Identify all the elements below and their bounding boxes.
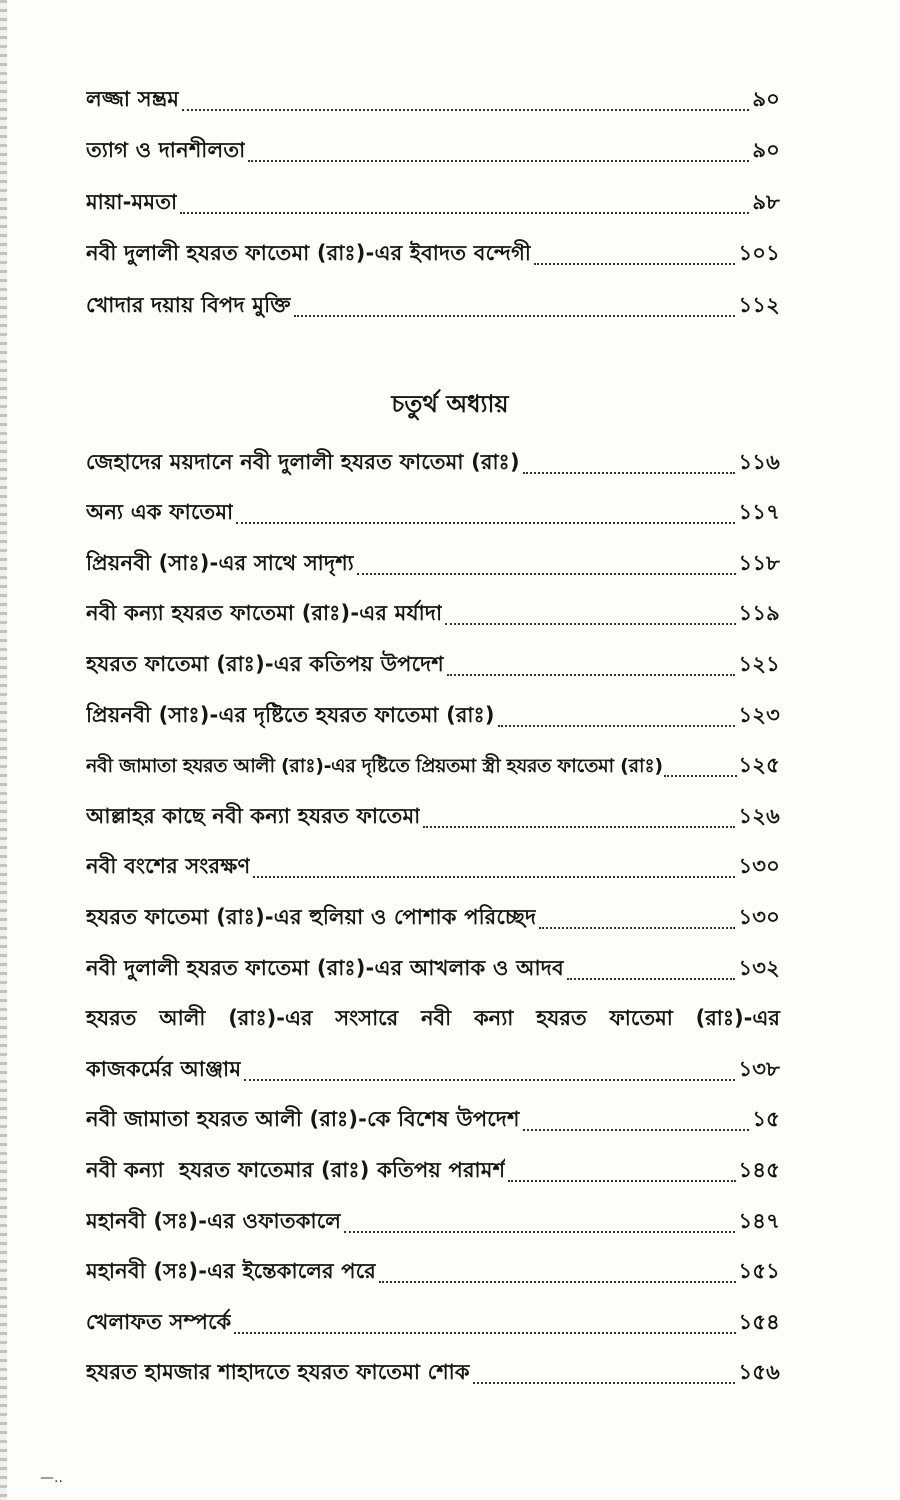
leader-dots bbox=[379, 1280, 736, 1283]
toc-entry-page: ৯০ bbox=[752, 138, 780, 162]
toc-entry-page: ১৪৫ bbox=[738, 1157, 780, 1182]
toc-section-one bbox=[86, 76, 780, 334]
toc-entry-title: মহানবী (সঃ)-এর ওফাতকালে bbox=[86, 1208, 342, 1233]
toc-entry-title: হযরত হামজার শাহাদতে হযরত ফাতেমা শোক bbox=[86, 1360, 470, 1385]
toc-entry-page: ১৫৬ bbox=[738, 1360, 780, 1385]
toc-entry[interactable] bbox=[86, 231, 780, 283]
leader-dots bbox=[236, 521, 735, 524]
toc-entry-title: হযরত ফাতেমা (রাঃ)-এর হুলিয়া ও পোশাক পরিচ্ছেদ bbox=[86, 904, 537, 929]
leader-dots bbox=[357, 572, 736, 575]
leader-dots bbox=[445, 622, 735, 625]
toc-entry[interactable] bbox=[86, 76, 780, 128]
toc-entry-title: নবী জামাতা হযরত আলী (রাঃ)-কে বিশেষ উপদেশ bbox=[86, 1107, 520, 1132]
toc-entry-page: ১১৬ bbox=[738, 449, 780, 474]
toc-entry-page: ১৩০ bbox=[738, 854, 780, 879]
leader-dots bbox=[294, 314, 736, 317]
toc-entry-page: ১৫ bbox=[752, 1107, 780, 1132]
toc-entry[interactable] bbox=[86, 491, 780, 542]
toc-entry-title: অন্য এক ফাতেমা bbox=[86, 500, 234, 525]
toc-entry-title: মহানবী (সঃ)-এর ইন্তেকালের পরে bbox=[86, 1259, 376, 1284]
toc-entry[interactable] bbox=[86, 179, 780, 231]
toc-word: (রাঃ)-এর bbox=[228, 1006, 313, 1031]
toc-entry-title: প্রিয়নবী (সাঃ)-এর দৃষ্টিতে হযরত ফাতেমা (রাঃ) bbox=[86, 702, 495, 727]
toc-entry[interactable] bbox=[86, 1148, 780, 1199]
toc-entry-title: নবী দুলালী হযরত ফাতেমা (রাঃ)-এর ইবাদত বন্দেগী bbox=[86, 241, 532, 265]
toc-entry-page: ৯৮ bbox=[752, 189, 780, 214]
binding-edge bbox=[0, 0, 7, 1500]
toc-entry-page: ১২৬ bbox=[738, 803, 780, 828]
toc-entry-page: ১৩২ bbox=[738, 955, 780, 980]
chapter-heading: চতুর্থ অধ্যায় bbox=[391, 389, 509, 418]
toc-entry[interactable] bbox=[86, 895, 780, 946]
toc-word: ফাতেমা bbox=[609, 1006, 673, 1031]
toc-entry[interactable] bbox=[86, 592, 780, 643]
toc-entry-page: ১২৫ bbox=[738, 753, 780, 778]
toc-entry-title: প্রিয়নবী (সাঃ)-এর সাথে সাদৃশ্য bbox=[86, 550, 354, 575]
toc-entry-title: নবী কন্যা হযরত ফাতেমার (রাঃ) কতিপয় পরামর্শ bbox=[86, 1157, 506, 1182]
toc-word: কন্যা bbox=[473, 1006, 514, 1031]
toc-word: (রাঃ)-এর bbox=[695, 1006, 780, 1031]
toc-entry[interactable] bbox=[86, 1250, 780, 1301]
toc-entry-title: মায়া-মমতা bbox=[86, 189, 178, 214]
toc-word: হযরত bbox=[536, 1006, 587, 1031]
toc-entry-title: কাজকর্মের আঞ্জাম bbox=[86, 1056, 242, 1081]
toc-wrapped-line-one bbox=[86, 997, 780, 1048]
leader-dots bbox=[498, 724, 736, 727]
toc-entry[interactable] bbox=[86, 642, 780, 693]
toc-entry-page: ১৫১ bbox=[738, 1259, 780, 1284]
leader-dots bbox=[523, 471, 736, 474]
toc-entry[interactable] bbox=[86, 1098, 780, 1149]
leader-dots bbox=[539, 926, 735, 929]
toc-entry-page: ১২৩ bbox=[738, 702, 780, 727]
toc-entry-page: ১১৮ bbox=[738, 550, 780, 575]
toc-entry[interactable] bbox=[86, 1300, 780, 1351]
leader-dots bbox=[248, 159, 749, 162]
toc-entry-page: ১৩০ bbox=[738, 904, 780, 929]
toc-entry-title: নবী দুলালী হযরত ফাতেমা (রাঃ)-এর আখলাক ও আদব bbox=[86, 955, 564, 980]
leader-dots bbox=[344, 1230, 735, 1233]
leader-dots bbox=[234, 1331, 735, 1334]
toc-entry-wrapped[interactable] bbox=[86, 997, 780, 1098]
toc-entry[interactable] bbox=[86, 744, 780, 795]
leader-dots bbox=[253, 875, 735, 878]
toc-entry-page: ১১৭ bbox=[738, 500, 780, 525]
toc-entry[interactable] bbox=[86, 128, 780, 180]
leader-dots bbox=[423, 825, 735, 828]
toc-entry-title: লজ্জা সম্ভ্রম bbox=[86, 86, 180, 111]
toc-entry-title: নবী বংশের সংরক্ষণ bbox=[86, 854, 251, 879]
toc-entry[interactable] bbox=[86, 794, 780, 845]
toc-entry-page: ১৩৮ bbox=[738, 1056, 780, 1081]
toc-entry-title: হযরত ফাতেমা (রাঃ)-এর কতিপয় উপদেশ bbox=[86, 651, 444, 676]
toc-entry-page: ১০১ bbox=[738, 241, 780, 265]
leader-dots bbox=[534, 262, 735, 265]
leader-dots bbox=[447, 673, 736, 676]
toc-entry[interactable] bbox=[86, 440, 780, 491]
leader-dots bbox=[508, 1179, 735, 1182]
toc-entry-title: নবী কন্যা হযরত ফাতেমা (রাঃ)-এর মর্যাদা bbox=[86, 601, 443, 626]
toc-entry-page: ৯০ bbox=[752, 86, 780, 111]
toc-entry-title: আল্লাহর কাছে নবী কন্যা হযরত ফাতেমা bbox=[86, 803, 421, 828]
toc-entry[interactable] bbox=[86, 693, 780, 744]
toc-entry[interactable] bbox=[86, 946, 780, 997]
toc-word: হযরত bbox=[86, 1006, 137, 1031]
leader-dots bbox=[244, 1078, 735, 1081]
toc-entry-title: নবী জামাতা হযরত আলী (রাঃ)-এর দৃষ্টিতে প্রিয়তমা স্ত্রী হযরত ফাতেমা (রাঃ) bbox=[86, 755, 663, 778]
leader-dots bbox=[182, 108, 749, 111]
toc-entry-title: জেহাদের ময়দানে নবী দুলালী হযরত ফাতেমা (রাঃ) bbox=[86, 449, 520, 474]
toc-entry-page: ১৪৭ bbox=[738, 1208, 780, 1233]
toc-entry[interactable] bbox=[86, 541, 780, 592]
toc-entry-page: ১১২ bbox=[738, 292, 780, 317]
toc-entry-page: ১৫৪ bbox=[738, 1309, 780, 1334]
leader-dots bbox=[180, 211, 749, 214]
toc-wrapped-line-two bbox=[86, 1047, 780, 1098]
toc-entry-title: খোদার দয়ায় বিপদ মুক্তি bbox=[86, 292, 291, 317]
toc-entry[interactable] bbox=[86, 1351, 780, 1402]
leader-dots bbox=[567, 977, 736, 980]
toc-entry-title: ত্যাগ ও দানশীলতা bbox=[86, 138, 246, 162]
toc-entry-title: খেলাফত সম্পর্কে bbox=[86, 1309, 232, 1334]
leader-dots bbox=[473, 1381, 736, 1384]
toc-entry-page: ১২১ bbox=[738, 651, 780, 676]
leader-dots bbox=[523, 1128, 750, 1131]
leader-dots bbox=[664, 774, 738, 777]
toc-word: সংসারে bbox=[335, 1006, 399, 1031]
toc-entry-page: ১১৯ bbox=[738, 601, 780, 626]
toc-entry[interactable] bbox=[86, 845, 780, 896]
toc-word: আলী bbox=[159, 1006, 206, 1031]
toc-entry[interactable] bbox=[86, 282, 780, 334]
toc-section-two bbox=[86, 440, 780, 1401]
toc-word: নবী bbox=[420, 1006, 452, 1031]
page-footer-mark: —.. bbox=[40, 1470, 63, 1486]
toc-entry[interactable] bbox=[86, 1199, 780, 1250]
